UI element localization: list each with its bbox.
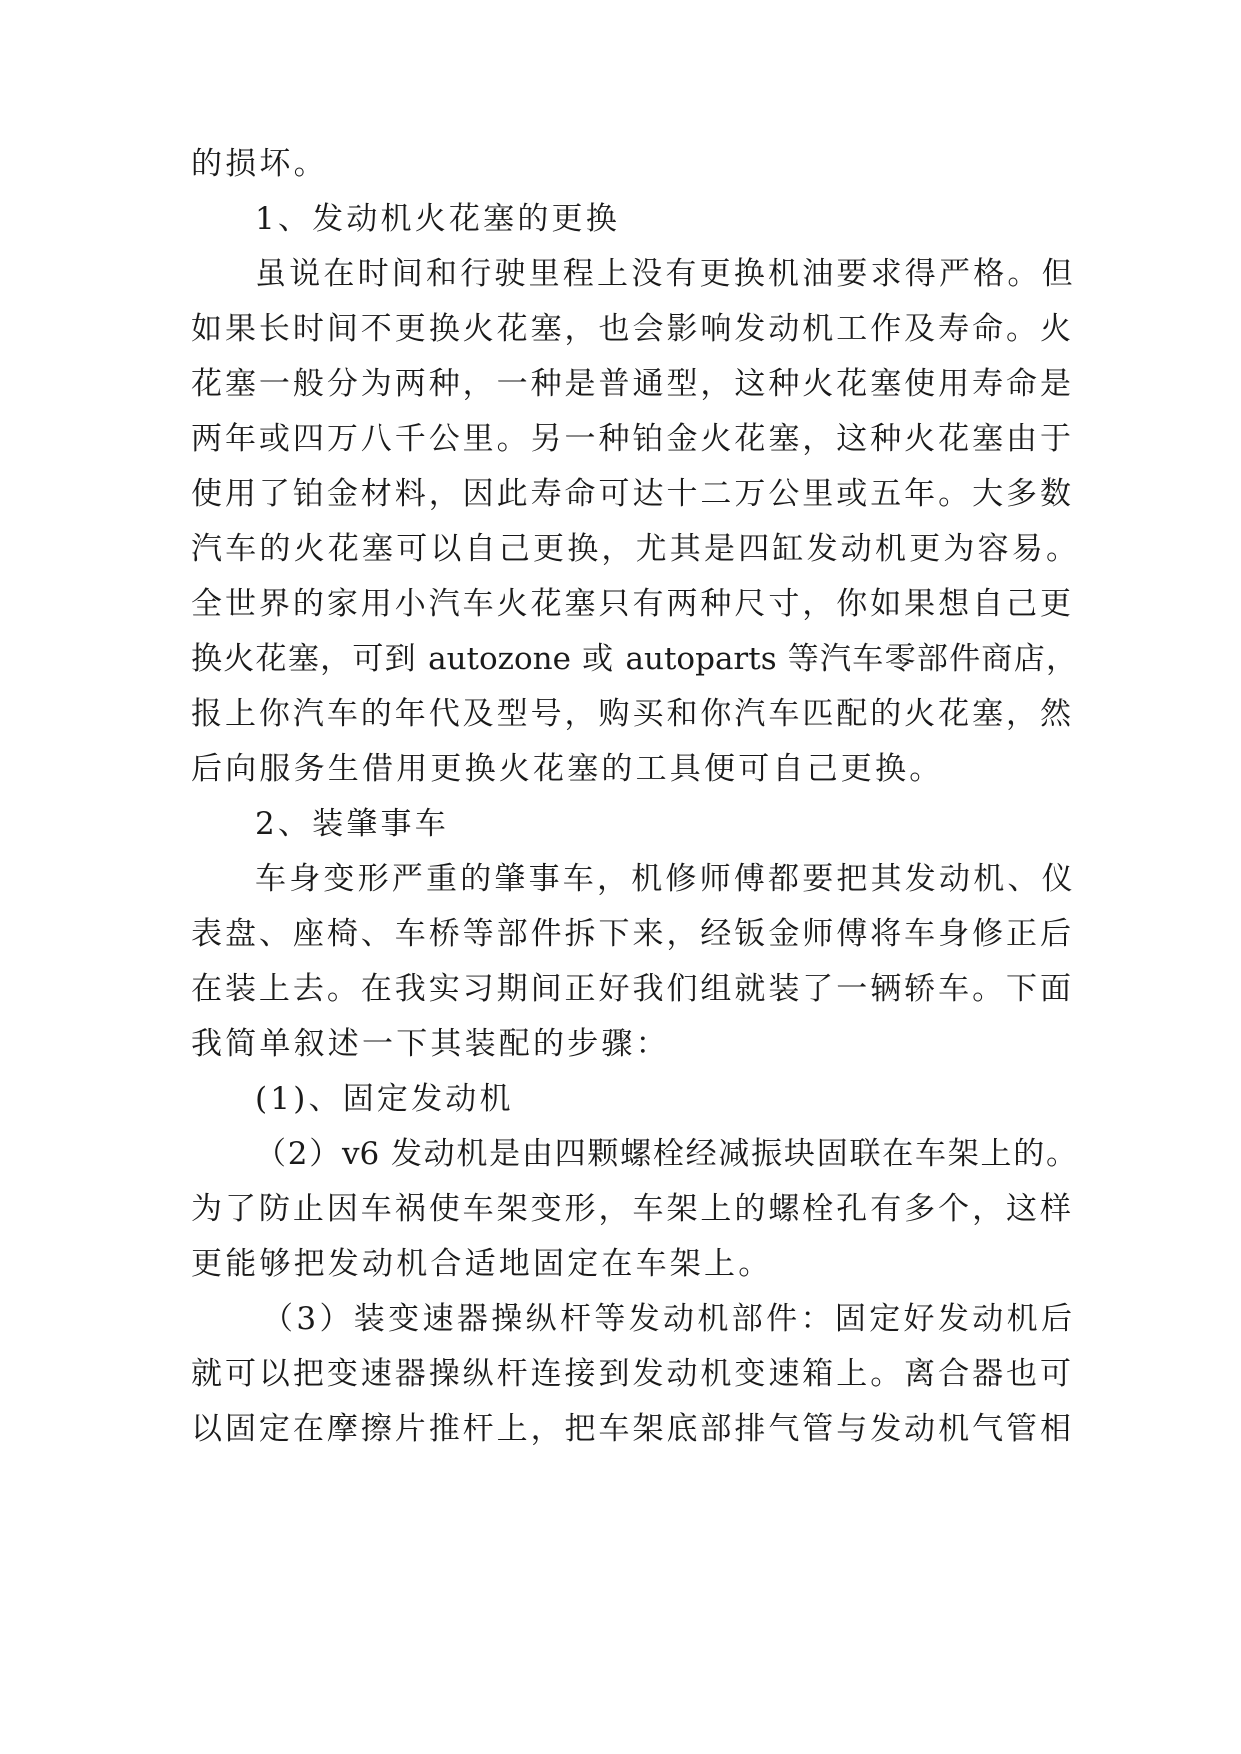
paragraph-line: 报上你汽车的年代及型号，购买和你汽车匹配的火花塞，然 — [191, 696, 1071, 732]
paragraph-line: 车身变形严重的肇事车，机修师傅都要把其发动机、仪 — [255, 861, 1076, 897]
paragraph-line: 在装上去。在我实习期间正好我们组就装了一辆轿车。下面 — [191, 971, 1071, 1007]
paragraph-line: 如果长时间不更换火花塞，也会影响发动机工作及寿命。火 — [191, 311, 1071, 347]
paragraph-line: 后向服务生借用更换火花塞的工具便可自己更换。 — [191, 751, 944, 787]
text-line: 的损坏。 — [191, 146, 328, 182]
section-heading: 1、发动机火花塞的更换 — [255, 201, 620, 237]
paragraph-line: 两年或四万八千公里。另一种铂金火花塞，这种火花塞由于 — [191, 421, 1071, 457]
paragraph-line: 我简单叙述一下其装配的步骤： — [191, 1026, 670, 1062]
paragraph-line: 全世界的家用小汽车火花塞只有两种尺寸，你如果想自己更 — [191, 586, 1071, 622]
paragraph-line: 更能够把发动机合适地固定在车架上。 — [191, 1246, 773, 1282]
paragraph-line: （2）v6 发动机是由四颗螺栓经减振块固联在车架上的。 — [255, 1136, 1077, 1172]
paragraph-line: 花塞一般分为两种，一种是普通型，这种火花塞使用寿命是 — [191, 366, 1071, 402]
paragraph-line: 为了防止因车祸使车架变形，车架上的螺栓孔有多个，这样 — [191, 1191, 1071, 1227]
paragraph-line: （3）装变速器操纵杆等发动机部件：固定好发动机后 — [262, 1301, 1072, 1337]
paragraph-line: 换火花塞，可到 autozone 或 autoparts 等汽车零部件商店， — [191, 641, 1077, 677]
paragraph-line: 使用了铂金材料，因此寿命可达十二万公里或五年。大多数 — [191, 476, 1071, 512]
paragraph-line: 以固定在摩擦片推杆上，把车架底部排气管与发动机气管相 — [191, 1411, 1071, 1447]
section-heading: 2、装肇事车 — [255, 806, 449, 842]
paragraph-line: 就可以把变速器操纵杆连接到发动机变速箱上。离合器也可 — [191, 1356, 1071, 1392]
paragraph-line: 汽车的火花塞可以自己更换，尤其是四缸发动机更为容易。 — [191, 531, 1077, 567]
step-heading: (1)、固定发动机 — [255, 1081, 514, 1117]
paragraph-line: 表盘、座椅、车桥等部件拆下来，经钣金师傅将车身修正后 — [191, 916, 1071, 952]
paragraph-line: 虽说在时间和行驶里程上没有更换机油要求得严格。但 — [255, 256, 1076, 292]
